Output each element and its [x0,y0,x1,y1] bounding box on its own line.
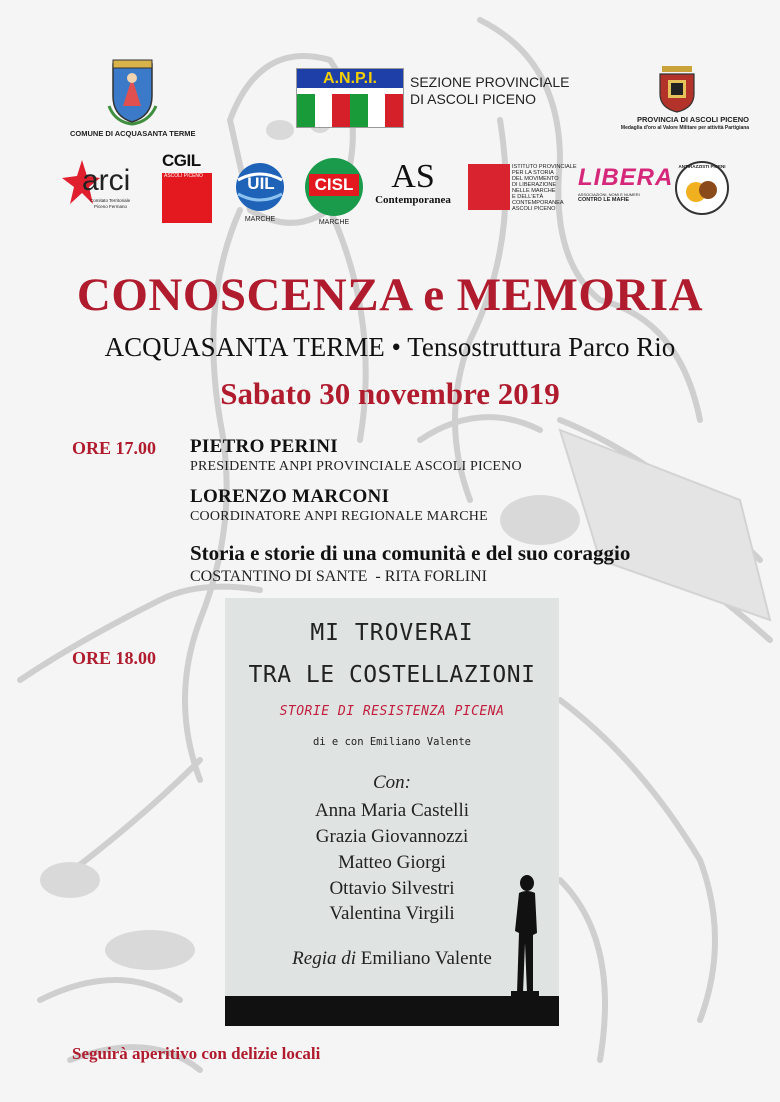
anpi-flag-logo [296,68,404,128]
event-venue: ACQUASANTA TERME • Tensostruttura Parco Rio [104,332,676,362]
show-title-line-1: MI TROVERAI [310,620,474,646]
cast-member: Anna Maria Castelli [314,800,470,821]
uil-logo: UIL MARCHE [232,160,288,226]
director-name: Emiliano Valente [360,948,492,969]
speaker-1-name: PIETRO PERINI [190,436,339,457]
provincia-medal: Medaglia d'oro al Valore Militare per attività Partigiana [620,125,750,131]
director-label: Regia di [292,948,357,969]
show-subtitle: STORIE DI RESISTENZA PICENA [279,704,505,719]
anpi-section-text: SEZIONE PROVINCIALE DI ASCOLI PICENO [410,74,570,107]
antirazzisti-logo: ANTIRAZZISTI PICENI [674,160,730,216]
cast-member: Valentina Virgili [329,903,455,924]
cast-member: Matteo Giorgi [338,852,446,873]
time-1800: ORE 18.00 [72,648,157,668]
cgil-logo: CGIL ASCOLI PICENO [162,151,212,223]
cast-label: Con: [373,772,411,793]
province-crest-icon [656,64,698,114]
speaker-2-role: COORDINATORE ANPI REGIONALE MARCHE [190,509,488,524]
cast-member: Ottavio Silvestri [329,878,455,899]
town-crest-icon [105,56,160,126]
comune-label: COMUNE DI ACQUASANTA TERME [70,129,196,138]
libera-logo: LIBERA ASSOCIAZIONI, NOMI E NUMERI CONTRO LE MAFIE [578,164,674,203]
show-card [225,598,559,1026]
event-date: Sabato 30 novembre 2019 [220,376,560,411]
arci-logo: arci Comitato Territoriale Piceno Fermano [60,158,145,214]
cast-member: Grazia Giovannozzi [315,826,469,847]
talk-title: Storia e storie di una comunità e del suo coraggio [190,541,631,565]
cisl-logo: CISL MARCHE [303,156,365,228]
istituto-text: ISTITUTO PROVINCIALE PER LA STORIA DEL MOVIMENTO DI LIBERAZIONE NELLE MARCHE E DELL'ETÀ CONTEMPORANEA ASCOLI PICENO [512,164,577,212]
event-title: CONOSCENZA e MEMORIA [76,269,704,321]
anpi-brand: A.N.P.I. [297,69,403,88]
as-contemporanea-logo: AS Contemporanea [375,158,451,206]
show-byline: di e con Emiliano Valente [312,736,472,748]
speaker-1-role: PRESIDENTE ANPI PROVINCIALE ASCOLI PICENO [190,459,522,474]
provincia-label: PROVINCIA DI ASCOLI PICENO [637,115,749,124]
footer-note: Seguirà aperitivo con delizie locali [72,1044,321,1063]
time-1700: ORE 17.00 [72,438,157,458]
silhouette-figure-icon [505,873,545,1003]
show-ground-bar [225,996,559,1026]
istituto-red-icon [468,164,510,210]
show-title-line-2: TRA LE COSTELLAZIONI [248,662,536,688]
talk-authors: COSTANTINO DI SANTE - RITA FORLINI [190,568,487,585]
speaker-2-name: LORENZO MARCONI [190,486,390,507]
